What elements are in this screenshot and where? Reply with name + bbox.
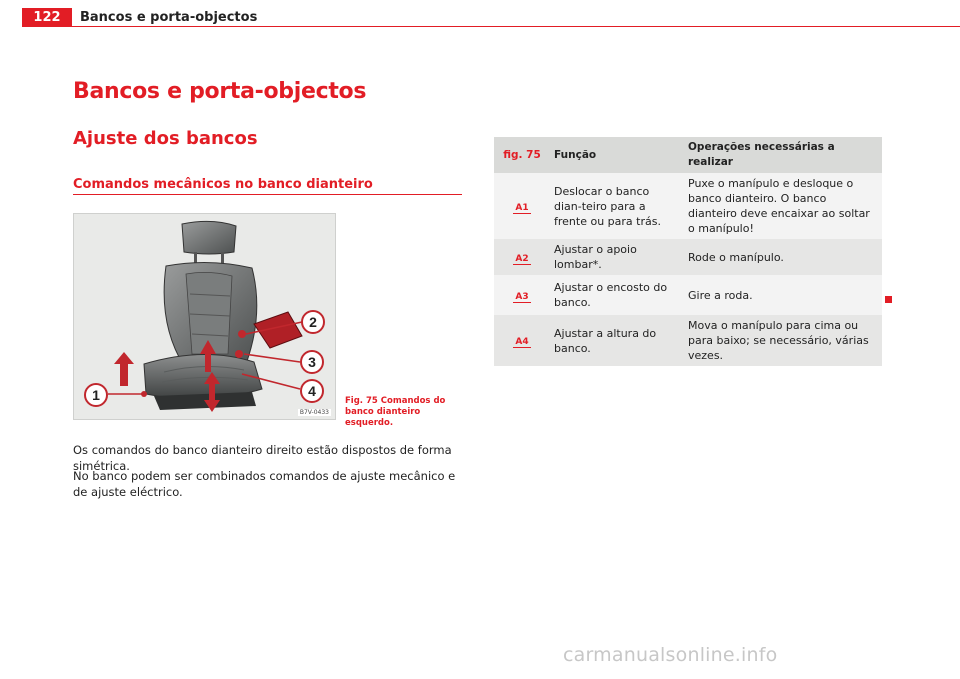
image-code: B7V-0433 [299, 409, 329, 416]
callout-4 [301, 380, 323, 402]
chapter-title: Bancos e porta-objectos [73, 79, 367, 104]
row-operation: Rode o manípulo. [684, 239, 882, 275]
page-header [0, 0, 960, 27]
watermark: carmanualsonline.info [563, 644, 778, 666]
callout-number-icon: A2 [515, 253, 529, 264]
seat-drawing [74, 214, 336, 420]
seat-illustration [73, 213, 336, 420]
svg-text:1: 1 [92, 387, 100, 403]
row-operation: Puxe o manípulo e desloque o banco dianteiro. O banco dianteiro deve encaixar ao soltar o manípulo! [684, 173, 882, 239]
svg-text:2: 2 [309, 314, 317, 330]
page-number: 122 [22, 8, 72, 27]
callout-number-icon: A4 [515, 337, 529, 347]
svg-text:3: 3 [308, 354, 316, 370]
callout-number-icon: A3 [515, 291, 529, 302]
table-row [494, 275, 882, 315]
row-function: Deslocar o banco dian-teiro para a frente ou para trás. [550, 173, 684, 239]
paragraph-1: Os comandos do banco dianteiro direito estão dispostos de forma simétrica. [73, 443, 452, 473]
running-title: Bancos e porta-objectos [80, 10, 258, 25]
section-end-marker [885, 296, 892, 303]
header-fig: fig. 75 [494, 137, 550, 173]
row-function: Ajustar o apoio lombar*. [550, 239, 684, 275]
callout-number-icon: A1 [515, 202, 529, 213]
row-function: Ajustar a altura do banco. [550, 315, 684, 366]
row-number [494, 275, 550, 315]
table-header-row [494, 137, 882, 173]
figure-caption: Fig. 75 Comandos do banco dianteiro esquerdo. [345, 396, 446, 428]
callout-3 [301, 351, 323, 373]
table-row [494, 315, 882, 366]
table-row [494, 173, 882, 239]
section-title: Ajuste dos bancos [73, 128, 258, 149]
row-operation: Gire a roda. [684, 275, 882, 315]
header-function: Função [550, 137, 684, 173]
row-number [494, 173, 550, 239]
paragraph-2: No banco podem ser combinados comandos de ajuste mecânico e de ajuste eléctrico. [73, 469, 456, 499]
table-row [494, 239, 882, 275]
callout-2 [302, 311, 324, 333]
row-function: Ajustar o encosto do banco. [550, 275, 684, 315]
subsection-rule [73, 194, 462, 195]
header-operation: Operações necessárias a realizar [684, 137, 882, 173]
row-number [494, 315, 550, 366]
row-number [494, 239, 550, 275]
subsection-title: Comandos mecânicos no banco dianteiro [73, 177, 373, 192]
header-rule [72, 26, 960, 27]
svg-text:4: 4 [308, 383, 316, 399]
callout-1 [85, 384, 107, 406]
controls-table [494, 137, 882, 366]
row-operation: Mova o manípulo para cima ou para baixo; se necessário, várias vezes. [684, 315, 882, 366]
